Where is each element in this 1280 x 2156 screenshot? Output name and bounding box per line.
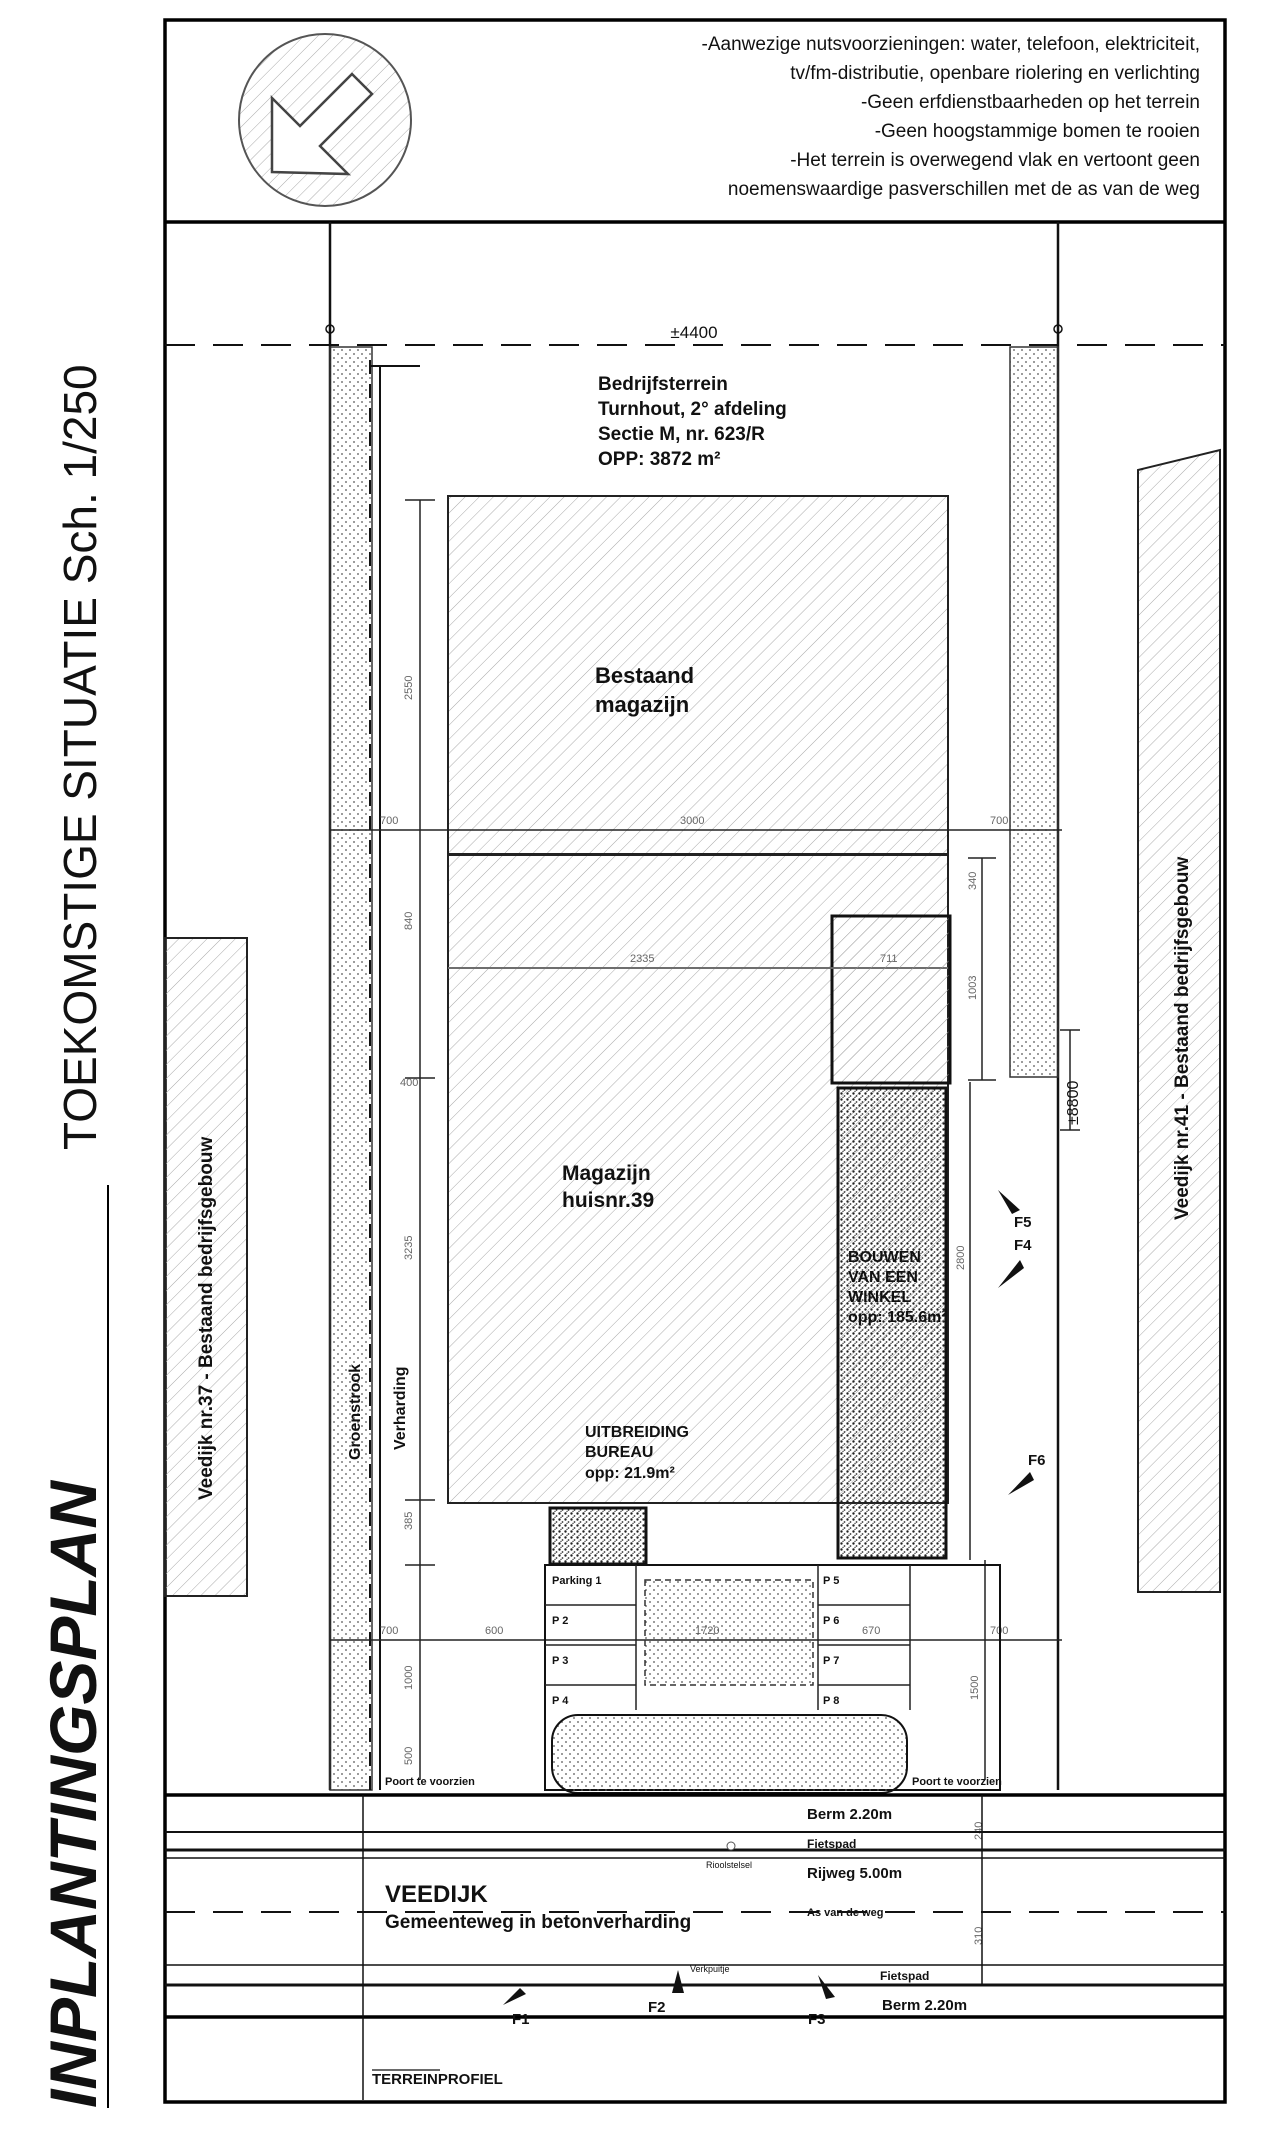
parking-label-5: P 5 [823, 1575, 840, 1587]
dim-1000: 1000 [403, 1665, 415, 1690]
office-label-1: UITBREIDING [585, 1424, 689, 1441]
terrain-profile-label: TERREINPROFIEL [372, 2071, 503, 2088]
dim-240: 240 [973, 1821, 985, 1840]
sewer-label: Rioolstelsel [706, 1860, 753, 1870]
office-extension [550, 1508, 646, 1564]
camera-arrow-f4-icon [998, 1260, 1024, 1288]
shop-label-3: WINKEL [848, 1289, 912, 1306]
dim-310: 310 [973, 1926, 985, 1945]
parking-label-7: P 7 [823, 1655, 840, 1667]
plot-cadastral-section: Sectie M, nr. 623/R [598, 424, 765, 445]
parking-label-3: P 3 [552, 1655, 569, 1667]
cycle-path-bottom-label: Fietspad [880, 1969, 930, 1983]
dim-700-d: 700 [990, 1625, 1009, 1637]
road-section [165, 1795, 1225, 2100]
plot-label [598, 374, 787, 470]
plot-title: Bedrijfsterrein [598, 374, 728, 395]
drawing-subtitle: TOEKOMSTIGE SITUATIE Sch. 1/250 [54, 364, 106, 1150]
dim-700-b: 700 [990, 815, 1009, 827]
berm-bottom-label: Berm 2.20m [882, 1997, 968, 2014]
photo-f1-label: F1 [512, 2011, 530, 2028]
street-type: Gemeenteweg in betonverharding [385, 1912, 692, 1933]
plot-area: OPP: 3872 m² [598, 449, 721, 470]
photo-f4-label: F4 [1014, 1237, 1032, 1254]
existing-warehouse-label-1: Bestaand [595, 663, 695, 688]
gully-label: Verkpuitje [690, 1964, 730, 1974]
dim-840: 840 [403, 911, 415, 930]
gate-label-left: Poort te voorzien [385, 1776, 475, 1788]
parking-label-2: P 2 [552, 1615, 569, 1627]
parking-label-6: P 6 [823, 1615, 840, 1627]
neighbour-left-label: Veedijk nr.37 - Bestaand bedrijfsgebouw [196, 1136, 217, 1500]
note-line-2: tv/fm-distributie, openbare riolering en verlichting [790, 63, 1200, 84]
shop-label-4: opp: 185.6m² [848, 1309, 947, 1326]
plot-depth-dim: ±8800 [1065, 1080, 1082, 1125]
dim-1003: 1003 [967, 975, 979, 1000]
carriageway-label: Rijweg 5.00m [807, 1865, 903, 1882]
green-strip-right [1010, 347, 1058, 1077]
existing-warehouse [448, 496, 948, 854]
parking-green-island [645, 1580, 813, 1685]
dim-2800: 2800 [955, 1245, 967, 1270]
green-strip-left [330, 347, 372, 1790]
shop-label-1: BOUWEN [848, 1249, 921, 1266]
camera-arrow-f5-icon [998, 1190, 1020, 1214]
drawing-title: INPLANTINGSPLAN [36, 1481, 110, 2108]
north-arrow-icon [239, 34, 411, 206]
parking-label-8: P 8 [823, 1695, 840, 1707]
plot-municipality: Turnhout, 2° afdeling [598, 399, 787, 420]
existing-warehouse-label-2: magazijn [595, 692, 690, 717]
green-strip-label: Groenstrook [347, 1363, 364, 1460]
dim-3000: 3000 [680, 815, 705, 827]
plot-width-dim: ±4400 [670, 323, 718, 342]
note-line-5: -Het terrein is overwegend vlak en vertoont geen [790, 150, 1200, 171]
photo-f3-label: F3 [808, 2011, 826, 2028]
road-axis-label: As van de weg [807, 1907, 884, 1919]
side-title [36, 364, 110, 2108]
office-label-3: opp: 21.9m² [585, 1465, 675, 1482]
warehouse-label-2: huisnr.39 [562, 1189, 655, 1212]
dim-500: 500 [403, 1746, 415, 1765]
note-line-6: noemenswaardige pasverschillen met de as van de weg [727, 179, 1200, 200]
berm-top-label: Berm 2.20m [807, 1806, 893, 1823]
camera-arrow-f2-icon [672, 1970, 684, 1993]
parking-area [545, 1565, 1000, 1793]
dim-1500: 1500 [969, 1675, 981, 1700]
dim-2550: 2550 [403, 675, 415, 700]
neighbour-right-label: Veedijk nr.41 - Bestaand bedrijfsgebouw [1172, 856, 1193, 1220]
photo-f6-label: F6 [1028, 1452, 1046, 1469]
dim-711: 711 [880, 953, 898, 965]
photo-f5-label: F5 [1014, 1214, 1032, 1231]
note-line-4: -Geen hoogstammige bomen te rooien [874, 121, 1200, 142]
site-notes [702, 34, 1201, 200]
dim-340: 340 [967, 871, 979, 890]
dim-385: 385 [403, 1511, 415, 1530]
dim-2335: 2335 [630, 953, 655, 965]
dim-670: 670 [862, 1625, 881, 1637]
street-name: VEEDIJK [385, 1881, 488, 1908]
warehouse-label-1: Magazijn [562, 1162, 651, 1185]
dim-700-a: 700 [380, 815, 399, 827]
extension-block [832, 916, 950, 1083]
shop-label-2: VAN EEN [848, 1269, 918, 1286]
office-label-2: BUREAU [585, 1444, 654, 1461]
dim-3235: 3235 [403, 1235, 415, 1260]
parking-label-4: P 4 [552, 1695, 569, 1707]
camera-arrow-f1-icon [503, 1988, 526, 2005]
dim-700-c: 700 [380, 1625, 399, 1637]
front-green-bed [552, 1715, 907, 1793]
parking-label-1: Parking 1 [552, 1575, 602, 1587]
gate-label-right: Poort te voorzien [912, 1776, 1002, 1788]
note-line-1: -Aanwezige nutsvoorzieningen: water, telefoon, elektriciteit, [701, 34, 1200, 55]
dim-400: 400 [400, 1077, 419, 1089]
dim-600: 600 [485, 1625, 504, 1637]
cycle-path-top-label: Fietspad [807, 1837, 857, 1851]
paving-label: Verharding [392, 1366, 409, 1450]
note-line-3: -Geen erfdienstbaarheden op het terrein [860, 92, 1200, 113]
photo-f2-label: F2 [648, 1999, 666, 2016]
camera-arrow-f3-icon [818, 1975, 835, 1999]
camera-arrow-f6-icon [1008, 1472, 1034, 1495]
